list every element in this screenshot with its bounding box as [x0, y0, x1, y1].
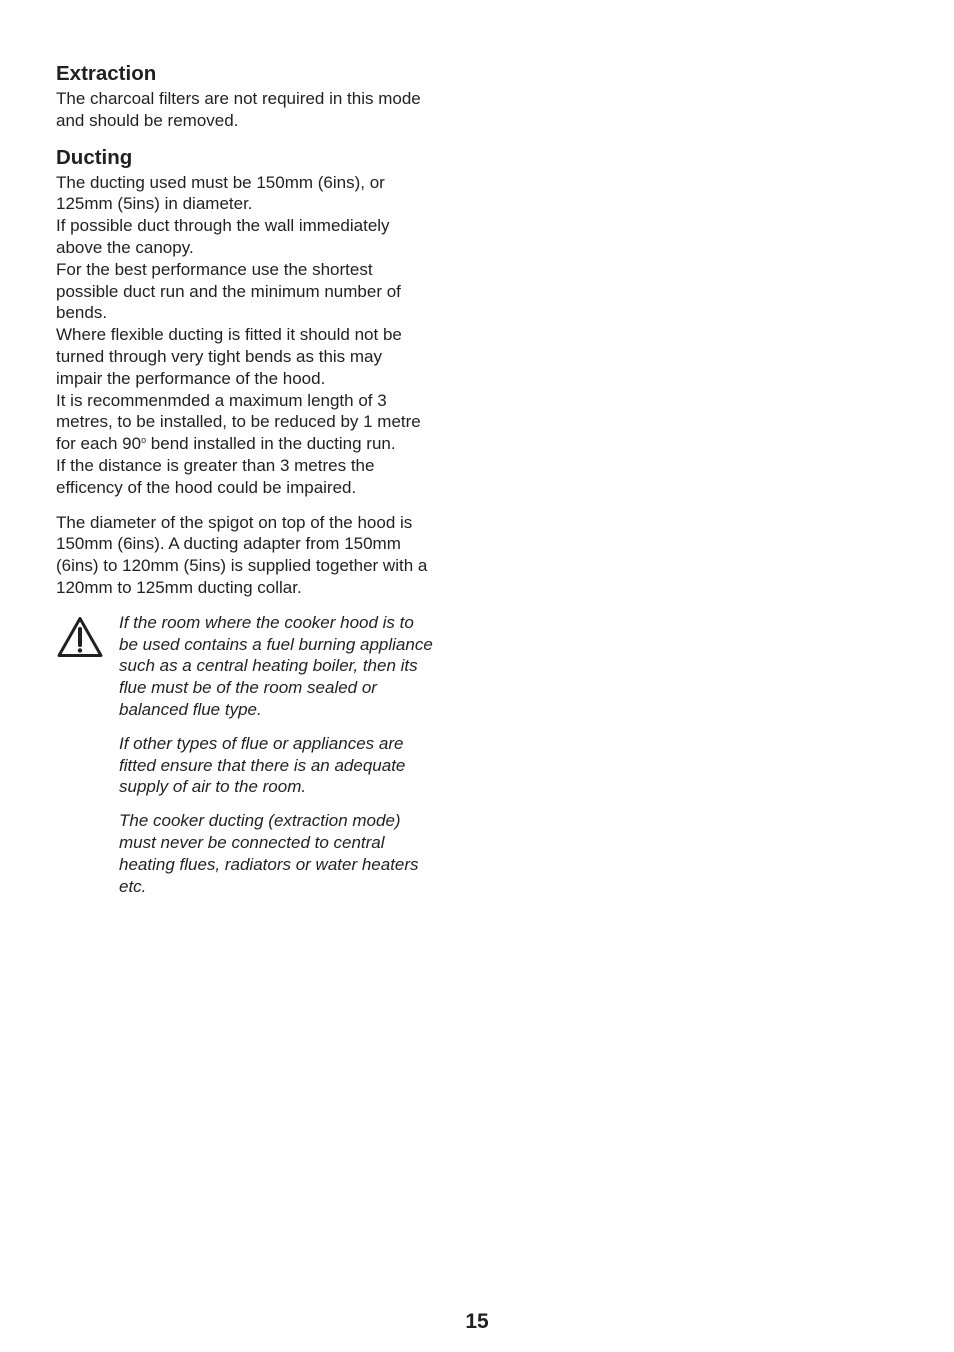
- ducting-section: [56, 144, 466, 599]
- warning-paragraph-3: The cooker ducting (extraction mode) must never be connected to central heating flues, radiators or water heaters etc.: [119, 811, 419, 896]
- warning-paragraph-2: If other types of flue or appliances are fitted ensure that there is an adequate supply of air to the room.: [119, 733, 406, 797]
- degree-mark: o: [141, 435, 147, 446]
- warning-text: [119, 612, 469, 898]
- ducting-paragraph-1-end: bend installed in the ducting run. If the distance is greater than 3 metres the efficency of the hood could be impaired.: [56, 434, 396, 497]
- extraction-section: [56, 60, 466, 132]
- ducting-paragraph-1: [56, 172, 466, 499]
- warning-triangle-icon: [57, 616, 103, 658]
- ducting-paragraph-1-start: The ducting used must be 150mm (6ins), or 125mm (5ins) in diameter. If possible duct through the wall immediately above the canopy. For the best performance use the shortest possible duct run and the minimum number of bends. Where flexible ducting is fitted it should not be turned through very tight bends as this may impair the performance of the hood. It is recommenmded a maximum length of 3 metres, to be installed, to be reduced by 1 metre for each 90: [56, 172, 421, 454]
- ducting-paragraph-2: The diameter of the spigot on top of the hood is 150mm (6ins). A ducting adapter from 150mm (6ins) to 120mm (5ins) is supplied together with a 120mm to 125mm ducting collar.: [56, 512, 428, 597]
- content-column: [56, 60, 466, 909]
- extraction-text: The charcoal filters are not required in this mode and should be removed.: [56, 89, 421, 130]
- warning-paragraph-1: If the room where the cooker hood is to be used contains a fuel burning appliance such as a central heating boiler, then its flue must be of the room sealed or balanced flue type.: [119, 612, 433, 719]
- extraction-heading: Extraction: [56, 62, 157, 85]
- page-number: 15: [465, 1310, 489, 1333]
- warning-section: [56, 612, 466, 898]
- ducting-heading: Ducting: [56, 145, 133, 169]
